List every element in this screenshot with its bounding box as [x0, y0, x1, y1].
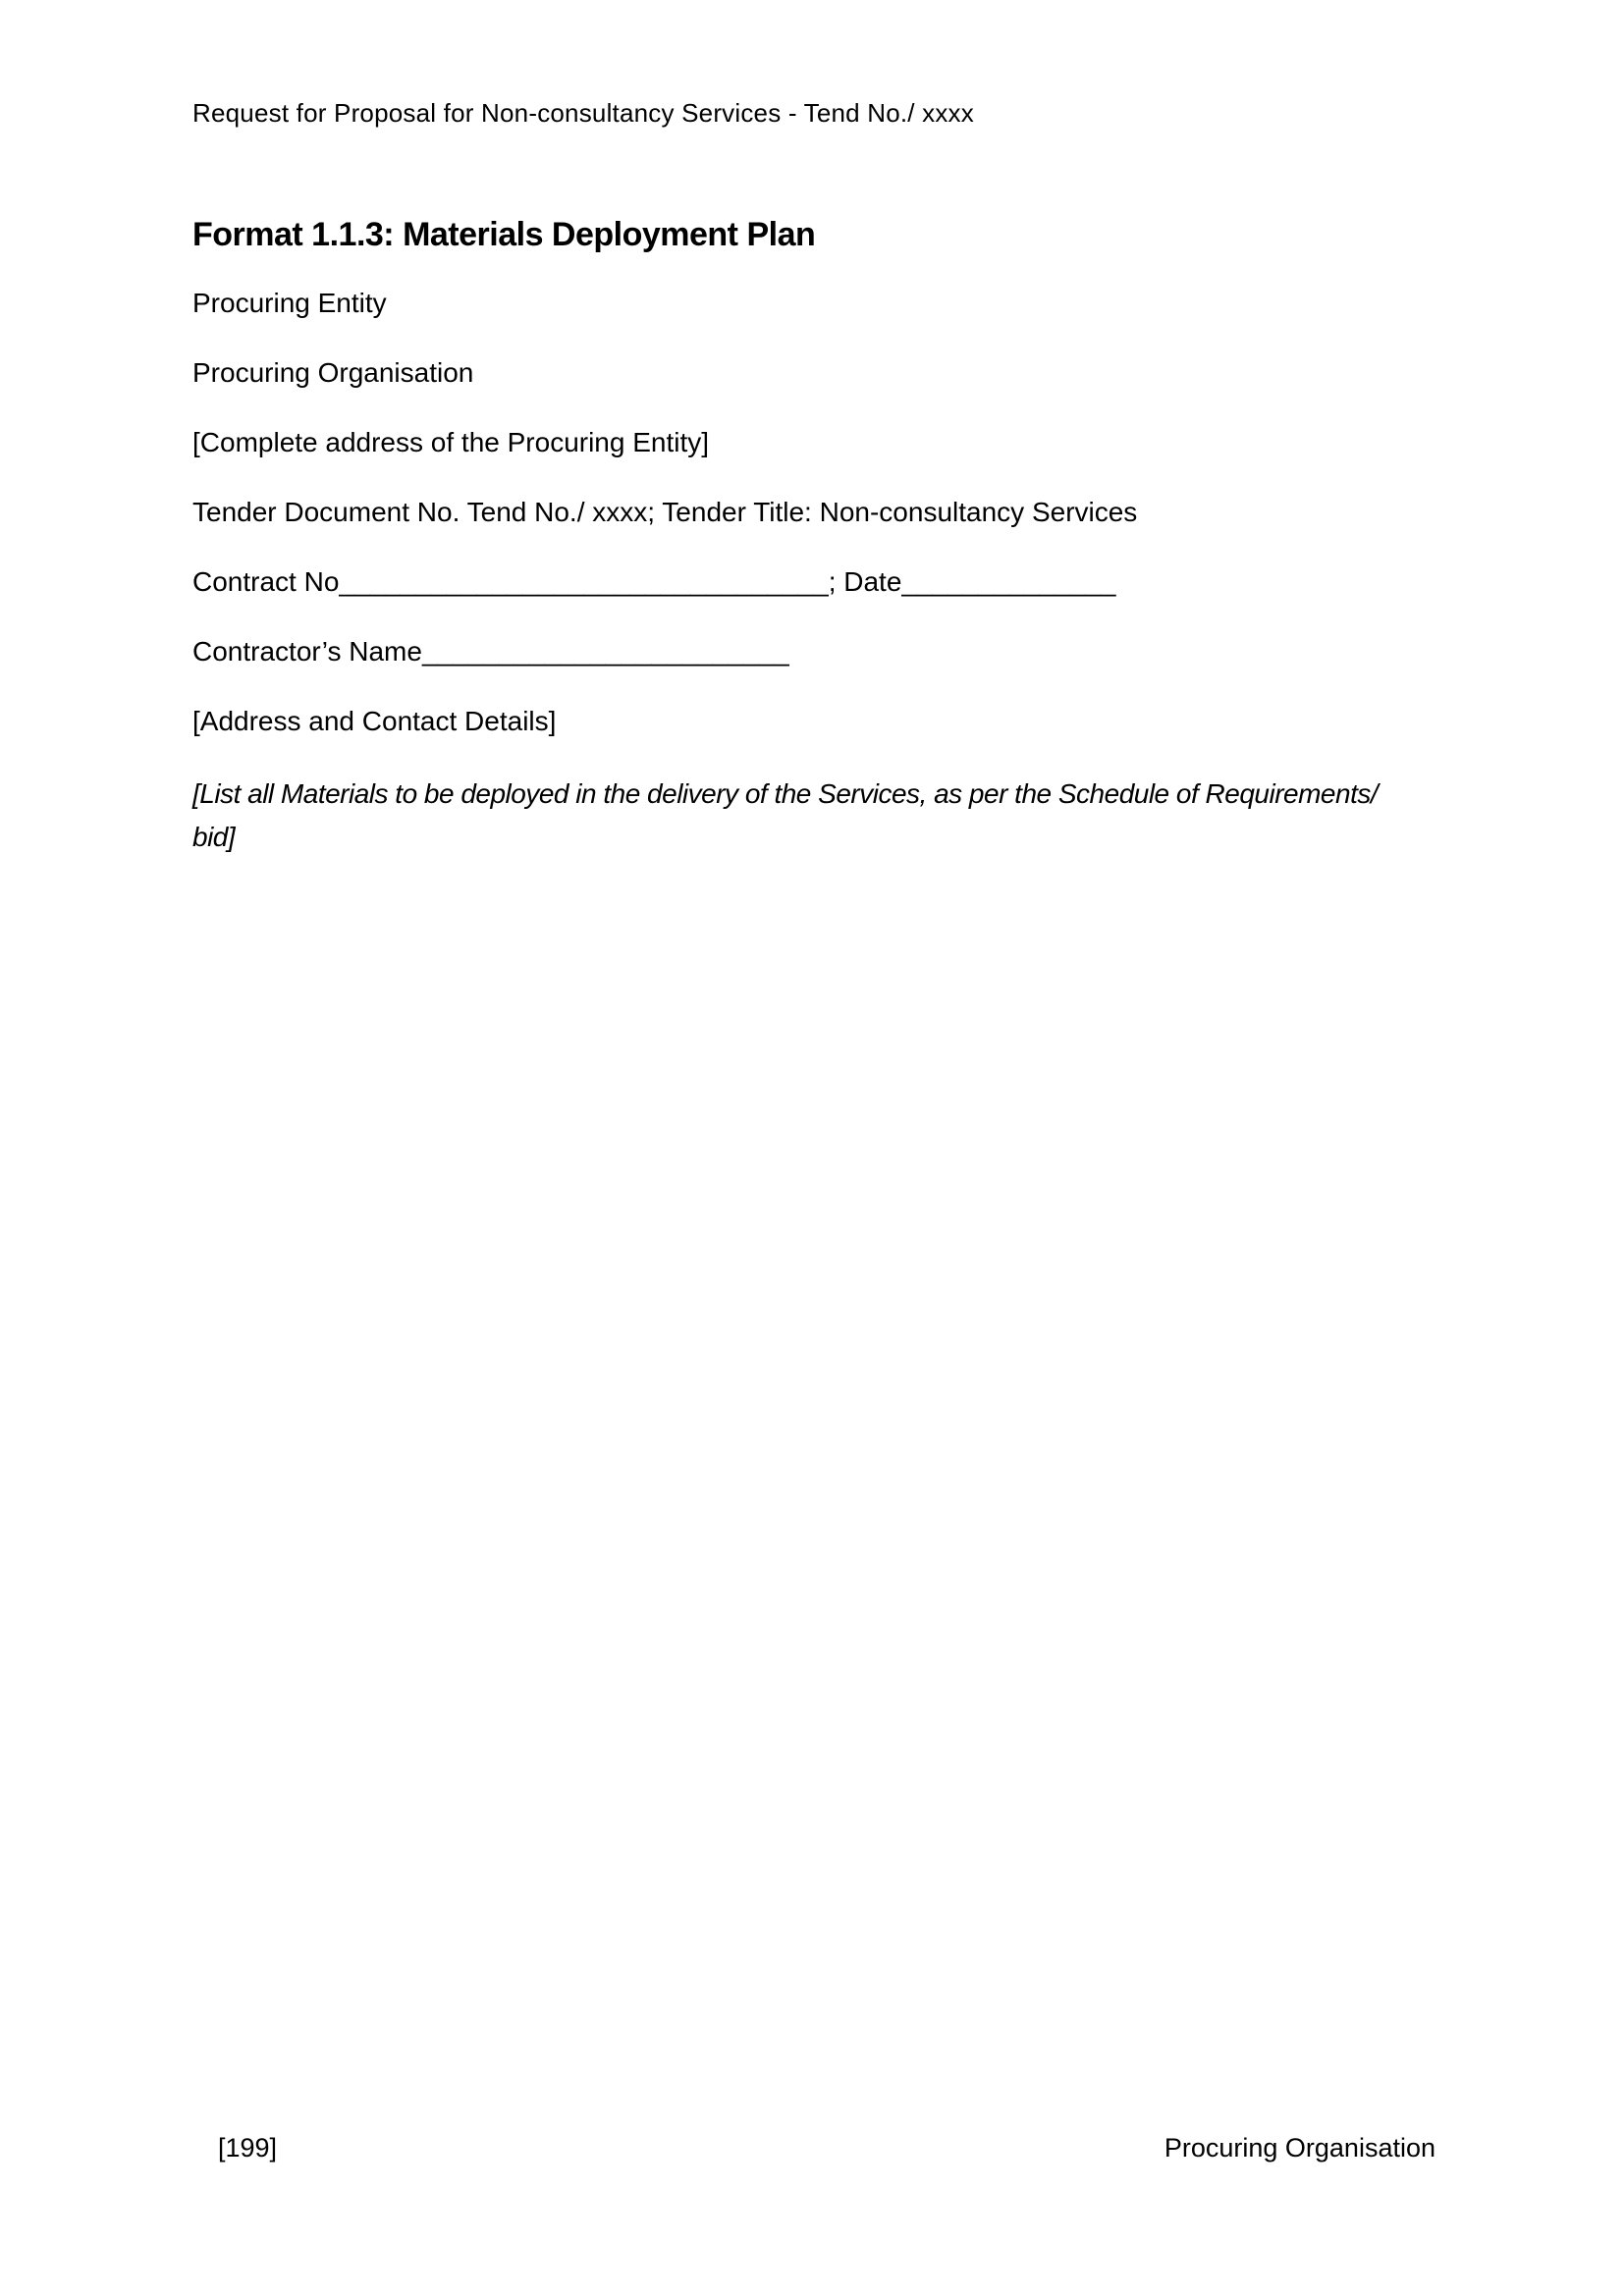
paragraph-materials-instruction [192, 773, 1435, 859]
header-title: Request for Proposal for Non-consultancy Services - Tend No./ xxxx [192, 98, 974, 128]
page-header [192, 98, 974, 128]
page-number: [199] [218, 2133, 278, 2163]
paragraph-procuring-organisation: Procuring Organisation [192, 357, 474, 388]
paragraph-address-contact: [Address and Contact Details] [192, 706, 557, 736]
instruction-line-2: bid] [192, 822, 236, 852]
document-body [192, 212, 1435, 859]
paragraph-procuring-entity: Procuring Entity [192, 288, 387, 318]
paragraph-tender-reference: Tender Document No. Tend No./ xxxx; Tender Title: Non-consultancy Services [192, 497, 1138, 527]
footer-organisation: Procuring Organisation [1164, 2133, 1435, 2163]
instruction-line-1: [List all Materials to be deployed in the delivery of the Services, as per the Schedule of Requirements/ [192, 778, 1379, 809]
paragraph-entity-address: [Complete address of the Procuring Entity] [192, 427, 710, 457]
paragraph-contractor-name: Contractor’s Name________________________ [192, 636, 789, 667]
section-title: Format 1.1.3: Materials Deployment Plan [192, 216, 816, 253]
page-footer [192, 2132, 1435, 2163]
paragraph-contract-no-date: Contract No________________________________; Date______________ [192, 566, 1116, 597]
